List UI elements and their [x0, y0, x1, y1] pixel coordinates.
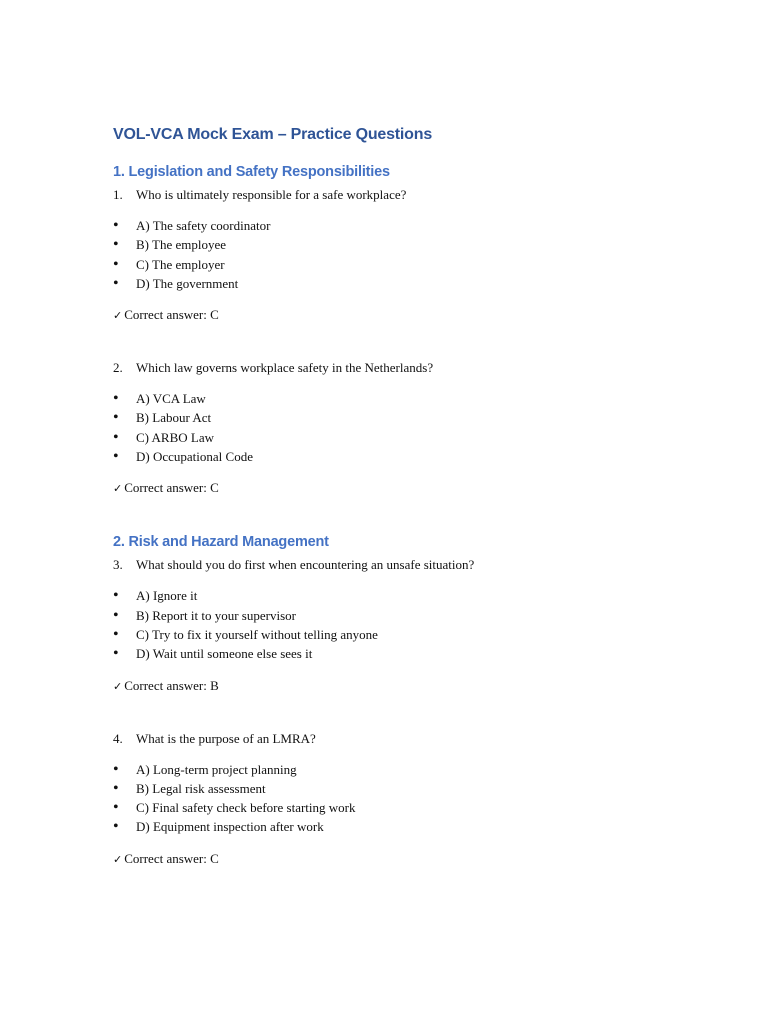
answer-letter: B	[210, 677, 219, 693]
correct-answer	[113, 479, 713, 498]
bullet-icon: •	[113, 428, 119, 446]
answer-prefix: Correct answer:	[124, 480, 207, 496]
list-item	[113, 216, 713, 235]
answer-prefix: Correct answer:	[124, 677, 207, 693]
list-item	[113, 779, 713, 798]
correct-answer	[113, 850, 713, 869]
option-text: D) Equipment inspection after work	[136, 819, 324, 835]
question-text: What is the purpose of an LMRA?	[136, 730, 316, 746]
list-item	[113, 274, 713, 293]
answer-prefix: Correct answer:	[124, 850, 207, 866]
question-block	[113, 359, 713, 498]
question-number: 3.	[113, 557, 123, 573]
option-text: C) The employer	[136, 256, 225, 272]
bullet-icon: •	[113, 409, 119, 427]
section-risk-management	[113, 532, 713, 868]
list-item	[113, 644, 713, 663]
checkmark-icon: ✓	[113, 482, 123, 496]
bullet-icon: •	[113, 760, 119, 778]
list-item	[113, 389, 713, 408]
list-item	[113, 625, 713, 644]
options-list	[113, 760, 713, 837]
list-item	[113, 817, 713, 836]
option-text: C) ARBO Law	[136, 429, 214, 445]
option-text: A) Ignore it	[136, 588, 198, 604]
option-text: B) Report it to your supervisor	[136, 607, 296, 623]
option-text: B) Labour Act	[136, 410, 212, 426]
list-item	[113, 447, 713, 466]
bullet-icon: •	[113, 606, 119, 624]
bullet-icon: •	[113, 779, 119, 797]
bullet-icon: •	[113, 274, 119, 292]
option-text: C) Final safety check before starting work	[136, 800, 356, 816]
option-text: D) Wait until someone else sees it	[136, 646, 313, 662]
list-item	[113, 606, 713, 625]
bullet-icon: •	[113, 645, 119, 663]
option-text: D) Occupational Code	[136, 449, 253, 465]
bullet-icon: •	[113, 448, 119, 466]
document-page	[113, 124, 713, 903]
question-number: 4.	[113, 730, 123, 746]
list-item	[113, 586, 713, 605]
answer-letter: C	[210, 480, 219, 496]
question-block	[113, 730, 713, 869]
list-item	[113, 798, 713, 817]
checkmark-icon: ✓	[113, 309, 123, 323]
question-text: Who is ultimately responsible for a safe workplace?	[136, 187, 407, 202]
bullet-icon: •	[113, 390, 119, 408]
question-number: 1.	[113, 187, 123, 202]
bullet-icon: •	[113, 799, 119, 817]
correct-answer	[113, 677, 713, 696]
option-text: A) VCA Law	[136, 391, 206, 407]
options-list	[113, 216, 713, 293]
bullet-icon: •	[113, 236, 119, 254]
list-item	[113, 760, 713, 779]
document-title: VOL-VCA Mock Exam – Practice Questions	[113, 126, 433, 143]
option-text: A) The safety coordinator	[136, 218, 271, 233]
list-item	[113, 235, 713, 254]
question-block	[113, 186, 713, 325]
list-item	[113, 408, 713, 427]
options-list	[113, 389, 713, 466]
bullet-icon: •	[113, 217, 119, 234]
option-text: B) Legal risk assessment	[136, 780, 266, 796]
question	[113, 186, 713, 204]
question-block	[113, 556, 713, 695]
question	[113, 730, 713, 748]
bullet-icon: •	[113, 255, 119, 273]
bullet-icon: •	[113, 587, 119, 605]
option-text: D) The government	[136, 275, 239, 291]
answer-letter: C	[210, 307, 219, 323]
list-item	[113, 428, 713, 447]
question-number: 2.	[113, 360, 123, 376]
correct-answer	[113, 306, 713, 325]
question-text: Which law governs workplace safety in the Netherlands?	[136, 360, 434, 376]
question	[113, 556, 713, 574]
option-text: A) Long-term project planning	[136, 761, 297, 777]
section-heading: 1. Legislation and Safety Responsibilities	[113, 164, 390, 180]
option-text: C) Try to fix it yourself without telling anyone	[136, 626, 378, 642]
question-text: What should you do first when encountering an unsafe situation?	[136, 557, 475, 573]
checkmark-icon: ✓	[113, 852, 123, 866]
question	[113, 359, 713, 377]
bullet-icon: •	[113, 625, 119, 643]
list-item	[113, 255, 713, 274]
bullet-icon: •	[113, 818, 119, 836]
option-text: B) The employee	[136, 237, 227, 253]
checkmark-icon: ✓	[113, 679, 123, 693]
answer-letter: C	[210, 850, 219, 866]
section-legislation	[113, 162, 713, 498]
answer-prefix: Correct answer:	[124, 307, 207, 323]
section-heading: 2. Risk and Hazard Management	[113, 534, 329, 551]
options-list	[113, 586, 713, 663]
